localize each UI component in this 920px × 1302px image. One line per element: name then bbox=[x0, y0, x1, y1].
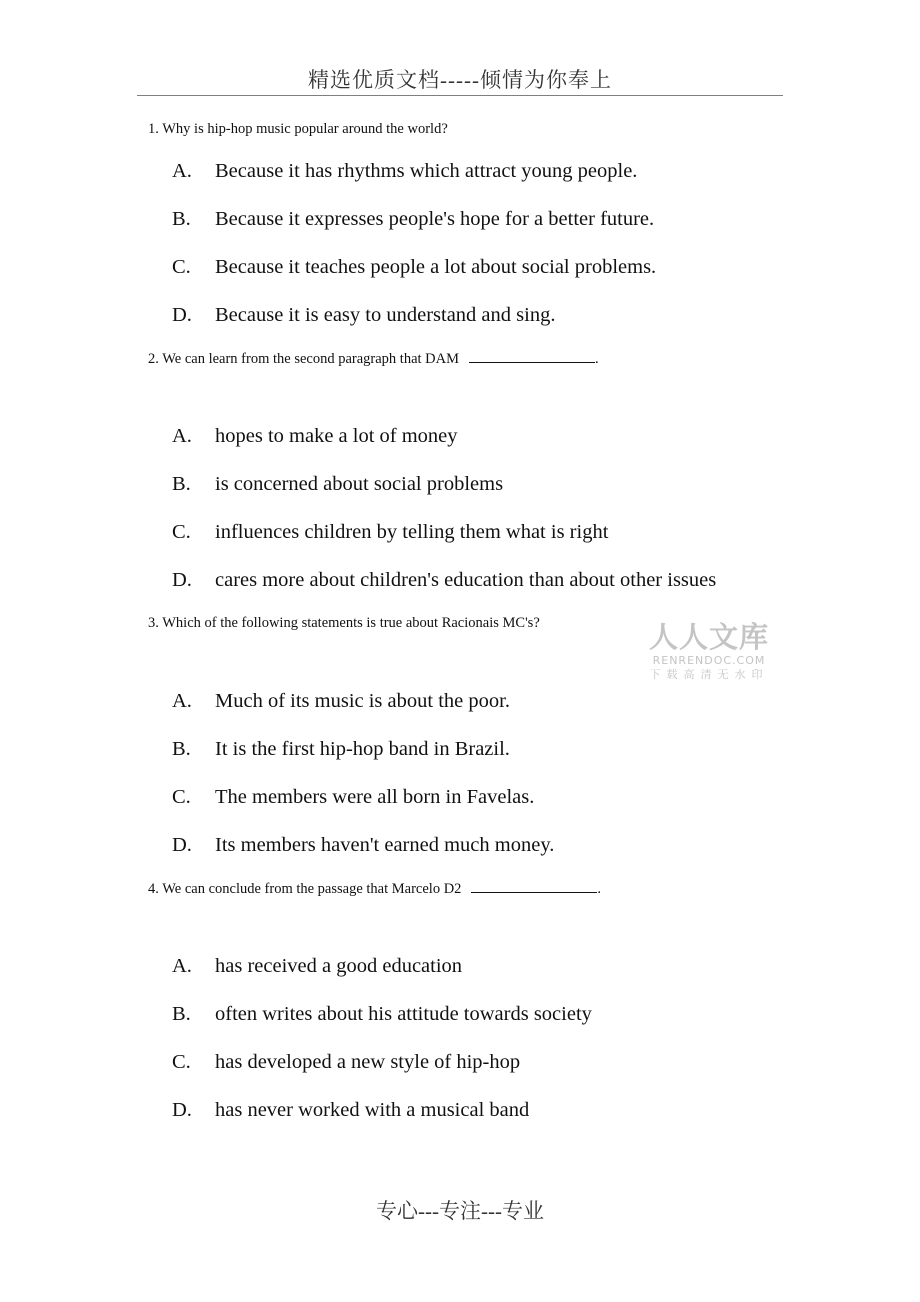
question-3-stem-text: 3. Which of the following statements is true about Racionais MC's? bbox=[148, 615, 540, 631]
question-1-stem-text: 1. Why is hip-hop music popular around the world? bbox=[148, 121, 448, 137]
option-letter: A. bbox=[172, 955, 192, 977]
option-text: It is the first hip-hop band in Brazil. bbox=[215, 738, 510, 760]
question-3-option-d bbox=[172, 834, 554, 857]
header-divider bbox=[137, 95, 783, 96]
option-letter: C. bbox=[172, 256, 191, 278]
page-footer: 专心---专注---专业 bbox=[376, 1199, 544, 1223]
stem-end-mark: . bbox=[595, 351, 599, 367]
question-3-option-b bbox=[172, 738, 510, 761]
option-letter: D. bbox=[172, 834, 192, 856]
answer-blank bbox=[469, 350, 595, 363]
option-text: cares more about children's education than about other issues bbox=[215, 569, 717, 591]
question-2-option-c bbox=[172, 521, 608, 544]
question-4-stem-text: 4. We can conclude from the passage that Marcelo D2 bbox=[148, 881, 462, 897]
answer-blank bbox=[471, 880, 597, 893]
question-2-option-d bbox=[172, 569, 716, 592]
option-text: influences children by telling them what is right bbox=[215, 521, 609, 543]
question-4-option-b bbox=[172, 1003, 592, 1026]
watermark-main-text: 人人文库 bbox=[648, 620, 769, 654]
option-text: has never worked with a musical band bbox=[215, 1099, 530, 1121]
question-3-option-c bbox=[172, 786, 534, 809]
question-1-option-b bbox=[172, 208, 654, 231]
option-letter: C. bbox=[172, 1051, 191, 1073]
option-letter: B. bbox=[172, 208, 191, 230]
question-3-stem bbox=[148, 615, 540, 632]
option-text: Because it is easy to understand and sing. bbox=[215, 304, 556, 326]
option-letter: A. bbox=[172, 425, 192, 447]
question-1-option-d bbox=[172, 304, 555, 327]
option-text: Its members haven't earned much money. bbox=[215, 834, 555, 856]
question-4-option-a bbox=[172, 955, 462, 978]
option-text: has received a good education bbox=[215, 955, 463, 977]
option-letter: A. bbox=[172, 690, 192, 712]
option-letter: C. bbox=[172, 521, 191, 543]
question-2-stem-text: 2. We can learn from the second paragraph that DAM bbox=[148, 351, 460, 367]
option-text: often writes about his attitude towards society bbox=[215, 1003, 592, 1025]
option-text: is concerned about social problems bbox=[215, 473, 504, 495]
option-text: Because it teaches people a lot about social problems. bbox=[215, 256, 657, 278]
option-letter: D. bbox=[172, 569, 192, 591]
stem-end-mark: . bbox=[597, 881, 602, 897]
question-4-option-c bbox=[172, 1051, 520, 1074]
option-letter: D. bbox=[172, 1099, 192, 1121]
question-2-option-b bbox=[172, 473, 503, 496]
option-text: Because it has rhythms which attract young people. bbox=[215, 160, 638, 182]
option-text: Because it expresses people's hope for a better future. bbox=[215, 208, 655, 230]
question-3-option-a bbox=[172, 690, 510, 713]
question-4-option-d bbox=[172, 1099, 529, 1122]
page-header: 精选优质文档-----倾情为你奉上 bbox=[308, 68, 612, 92]
question-1-stem bbox=[148, 121, 448, 138]
option-text: Much of its music is about the poor. bbox=[215, 690, 510, 712]
option-text: has developed a new style of hip-hop bbox=[215, 1051, 521, 1073]
question-1-option-a bbox=[172, 160, 637, 183]
option-letter: B. bbox=[172, 1003, 191, 1025]
option-letter: D. bbox=[172, 304, 192, 326]
question-2-stem bbox=[148, 350, 599, 368]
option-letter: C. bbox=[172, 786, 191, 808]
option-letter: B. bbox=[172, 738, 191, 760]
option-text: The members were all born in Favelas. bbox=[215, 786, 535, 808]
watermark-subtitle: 下载高清无水印 bbox=[649, 668, 769, 681]
option-text: hopes to make a lot of money bbox=[215, 425, 458, 447]
question-2-option-a bbox=[172, 425, 458, 448]
question-4-stem bbox=[148, 880, 601, 898]
question-1-option-c bbox=[172, 256, 656, 279]
option-letter: A. bbox=[172, 160, 192, 182]
watermark-domain: RENRENDOC.COM bbox=[652, 654, 766, 667]
watermark-logo bbox=[646, 620, 772, 682]
option-letter: B. bbox=[172, 473, 191, 495]
